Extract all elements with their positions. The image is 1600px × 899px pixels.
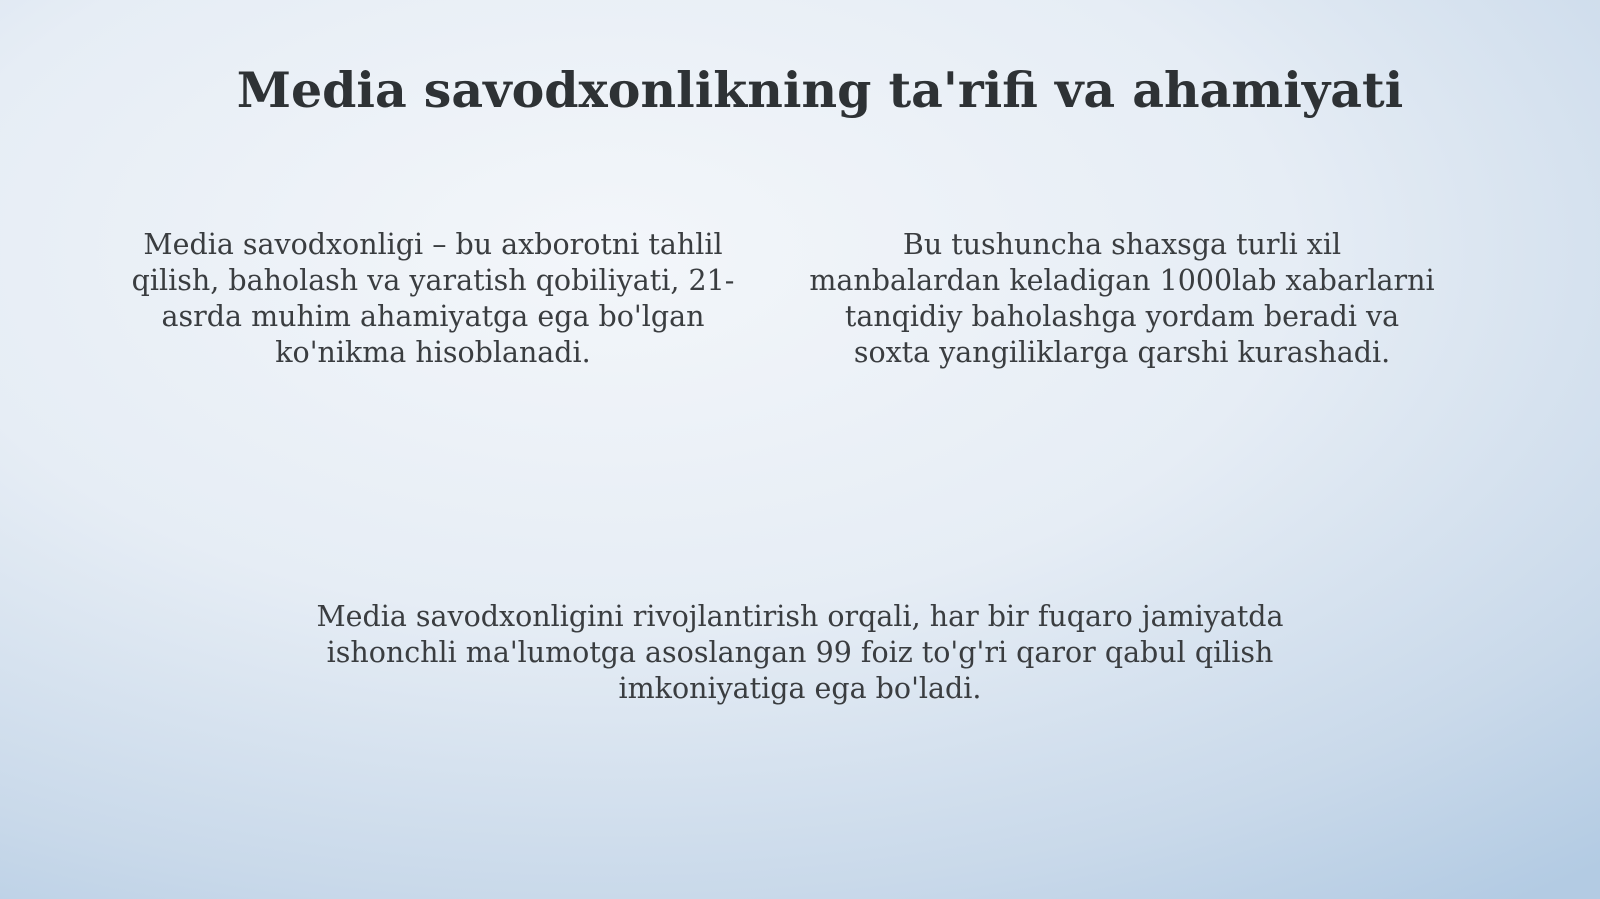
slide-title: Media savodxonlikning ta'rifi va ahamiyati — [236, 61, 1404, 119]
paragraph-definition: Media savodxonligi – bu axborotni tahlil qilish, baholash va yaratish qobiliyati, 21-asrda muhim ahamiyatga ega bo'lgan ko'nikma hisoblanadi. — [131, 228, 735, 369]
paragraph-benefits: Media savodxonligini rivojlantirish orqali, har bir fuqaro jamiyatda ishonchli ma'lumotga asoslangan 99 foiz to'g'ri qaror qabul qilish imkoniyatiga ega bo'ladi. — [316, 600, 1284, 705]
paragraph-critical-evaluation: Bu tushuncha shaxsga turli xil manbalardan keladigan 1000lab xabarlarni tanqidiy baholashga yordam beradi va soxta yangiliklarga qarshi kurashadi. — [809, 228, 1435, 369]
